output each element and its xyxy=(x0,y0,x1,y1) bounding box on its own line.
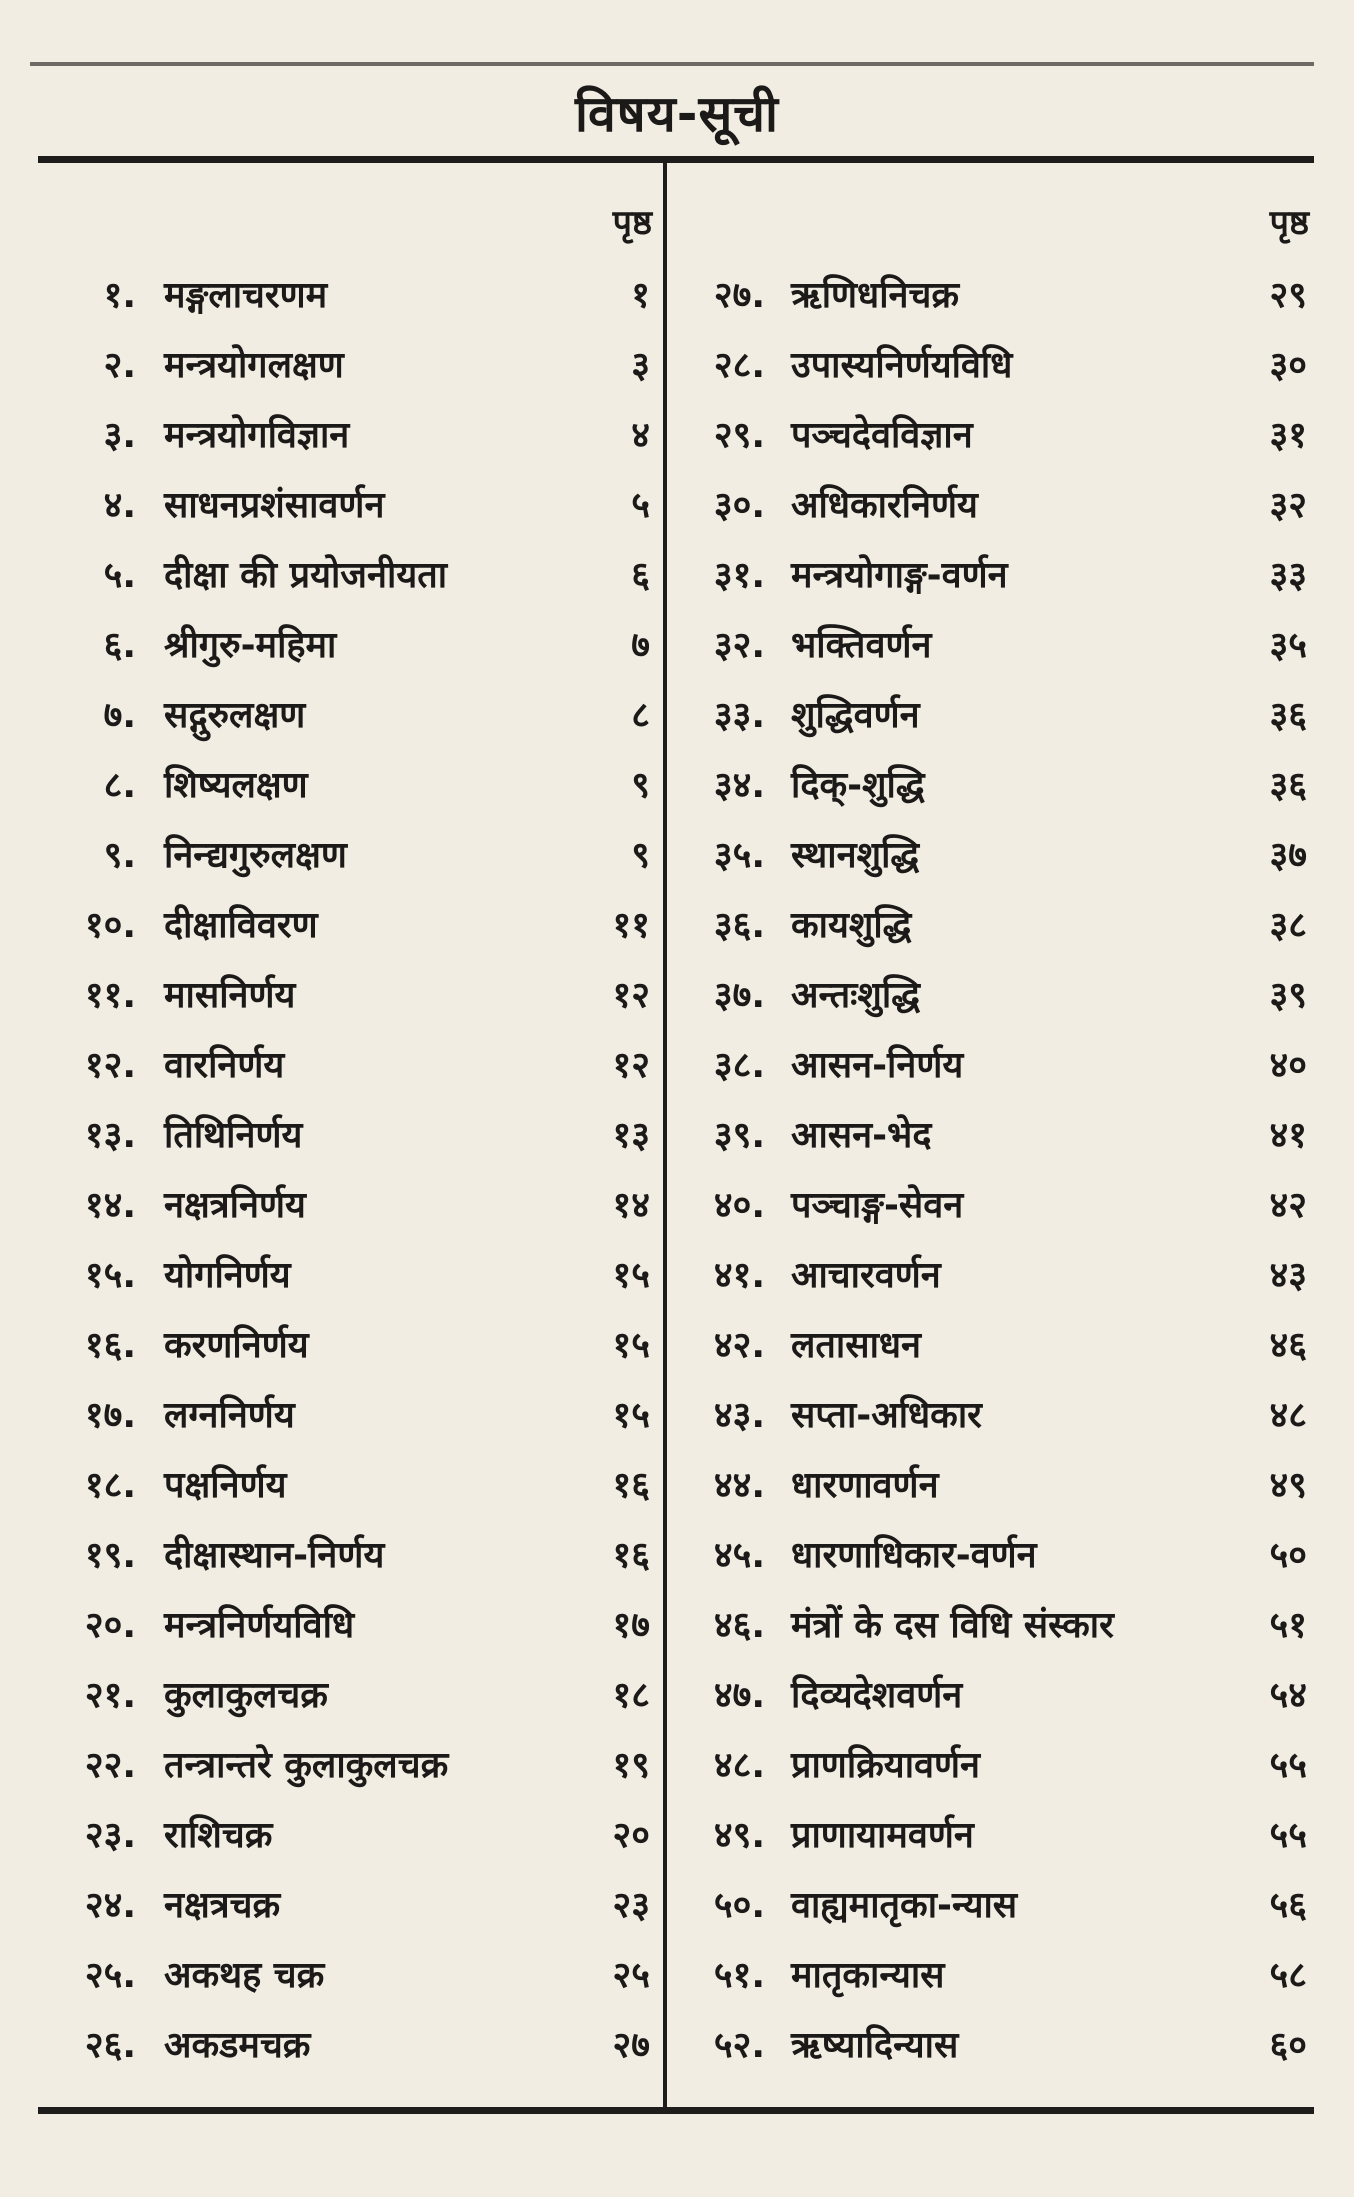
toc-entry xyxy=(685,1168,1313,1238)
entry-page: ४० xyxy=(1269,1044,1307,1086)
entry-title: मन्त्रयोगाङ्ग-वर्णन xyxy=(791,554,1008,596)
entry-title: प्राणक्रियावर्णन xyxy=(791,1744,981,1786)
entry-number: ३५. xyxy=(713,834,765,876)
toc-entry xyxy=(685,1518,1313,1588)
entry-title: दीक्षाविवरण xyxy=(164,904,318,946)
toc-entry xyxy=(685,398,1313,468)
entry-number: ३०. xyxy=(713,484,765,526)
toc-entry xyxy=(40,608,656,678)
toc-entry xyxy=(685,958,1313,1028)
entry-title: भक्तिवर्णन xyxy=(791,624,932,666)
entry-page: ९ xyxy=(631,834,650,876)
entry-number: ४६. xyxy=(713,1604,765,1646)
entry-title: मन्त्रयोगविज्ञान xyxy=(164,414,350,456)
entry-page: ४३ xyxy=(1269,1254,1307,1296)
entry-page: ४ xyxy=(631,414,650,456)
footer-rule xyxy=(38,2107,1314,2114)
toc-entry xyxy=(685,258,1313,328)
entry-number: २१. xyxy=(84,1674,136,1716)
entry-title: शुद्धिवर्णन xyxy=(791,694,920,736)
entry-page: २० xyxy=(612,1814,650,1856)
entry-title: अधिकारनिर्णय xyxy=(791,484,978,526)
entry-number: २२. xyxy=(84,1744,136,1786)
toc-entry xyxy=(40,258,656,328)
toc-entry xyxy=(685,1308,1313,1378)
entry-title: अकथह चक्र xyxy=(164,1954,325,1996)
entry-title: तिथिनिर्णय xyxy=(164,1114,303,1156)
toc-list-right xyxy=(685,258,1313,2078)
entry-title: निन्द्यगुरुलक्षण xyxy=(164,834,347,876)
toc-entry xyxy=(685,608,1313,678)
entry-page: १६ xyxy=(612,1464,650,1506)
toc-entry xyxy=(685,1868,1313,1938)
entry-page: ४८ xyxy=(1269,1394,1307,1436)
toc-entry xyxy=(40,468,656,538)
toc-entry xyxy=(685,1378,1313,1448)
entry-title: श्रीगुरु-महिमा xyxy=(164,624,337,666)
entry-page: ५ xyxy=(631,484,650,526)
toc-entry xyxy=(40,538,656,608)
entry-page: ५८ xyxy=(1269,1954,1307,1996)
entry-page: ३९ xyxy=(1269,974,1307,1016)
toc-entry xyxy=(40,1098,656,1168)
entry-title: मङ्गलाचरणम xyxy=(164,274,328,316)
entry-number: ३७. xyxy=(713,974,765,1016)
entry-page: २७ xyxy=(612,2024,650,2066)
toc-entry xyxy=(40,748,656,818)
entry-title: मासनिर्णय xyxy=(164,974,296,1016)
toc-entry xyxy=(685,2008,1313,2078)
entry-number: ३३. xyxy=(713,694,765,736)
entry-page: ६० xyxy=(1269,2024,1307,2066)
entry-page: ९ xyxy=(631,764,650,806)
entry-number: ५. xyxy=(103,554,136,596)
toc-entry xyxy=(685,468,1313,538)
entry-title: दीक्षास्थान-निर्णय xyxy=(164,1534,385,1576)
entry-page: ३७ xyxy=(1269,834,1307,876)
entry-title: प्राणायामवर्णन xyxy=(791,1814,974,1856)
entry-number: ४२. xyxy=(713,1324,765,1366)
toc-entry xyxy=(40,1378,656,1448)
entry-page: १४ xyxy=(612,1184,650,1226)
entry-number: २७. xyxy=(713,274,765,316)
entry-title: नक्षत्रनिर्णय xyxy=(164,1184,306,1226)
entry-page: १७ xyxy=(612,1604,650,1646)
page-title: विषय-सूची xyxy=(575,85,779,143)
toc-left-column xyxy=(40,198,656,2078)
entry-title: मंत्रों के दस विधि संस्कार xyxy=(791,1604,1114,1646)
entry-page: ३१ xyxy=(1269,414,1307,456)
toc-entry xyxy=(40,1658,656,1728)
entry-number: २०. xyxy=(84,1604,136,1646)
entry-page: ४६ xyxy=(1269,1324,1307,1366)
entry-title: पक्षनिर्णय xyxy=(164,1464,287,1506)
entry-title: धारणाधिकार-वर्णन xyxy=(791,1534,1037,1576)
toc-entry xyxy=(685,1588,1313,1658)
toc-entry xyxy=(685,1098,1313,1168)
toc-entry xyxy=(685,1798,1313,1868)
entry-title: मातृकान्यास xyxy=(791,1954,945,1996)
entry-title: करणनिर्णय xyxy=(164,1324,309,1366)
entry-number: ३. xyxy=(103,414,136,456)
entry-number: २४. xyxy=(84,1884,136,1926)
entry-title: स्थानशुद्धि xyxy=(791,834,920,876)
toc-entry xyxy=(40,888,656,958)
entry-page: १५ xyxy=(612,1254,650,1296)
entry-title: आसन-भेद xyxy=(791,1114,932,1156)
toc-entry xyxy=(40,398,656,468)
entry-page: ६ xyxy=(631,554,650,596)
toc-entry xyxy=(685,1658,1313,1728)
entry-title: तन्त्रान्तरे कुलाकुलचक्र xyxy=(164,1744,449,1786)
entry-page: ५५ xyxy=(1269,1744,1307,1786)
entry-page: ८ xyxy=(631,694,650,736)
toc-entry xyxy=(685,328,1313,398)
entry-number: ४५. xyxy=(713,1534,765,1576)
entry-title: दिक्-शुद्धि xyxy=(791,764,925,806)
toc-entry xyxy=(685,538,1313,608)
entry-number: २६. xyxy=(84,2024,136,2066)
entry-page: ११ xyxy=(612,904,650,946)
entry-number: ३२. xyxy=(713,624,765,666)
entry-title: वाह्यमातृका-न्यास xyxy=(791,1884,1018,1926)
entry-page: १८ xyxy=(612,1674,650,1716)
toc-entry xyxy=(40,1308,656,1378)
toc-entry xyxy=(685,1448,1313,1518)
entry-title: कायशुद्धि xyxy=(791,904,912,946)
entry-title: आचारवर्णन xyxy=(791,1254,941,1296)
entry-title: दीक्षा की प्रयोजनीयता xyxy=(164,554,448,596)
entry-number: ४१. xyxy=(713,1254,765,1296)
toc-entry xyxy=(40,1868,656,1938)
toc-right-column xyxy=(685,198,1313,2078)
entry-number: ३६. xyxy=(713,904,765,946)
entry-page: १५ xyxy=(612,1324,650,1366)
entry-number: १. xyxy=(103,274,136,316)
entry-title: अकडमचक्र xyxy=(164,2024,311,2066)
entry-title: पञ्चदेवविज्ञान xyxy=(791,414,973,456)
entry-page: २९ xyxy=(1269,274,1307,316)
entry-number: १०. xyxy=(84,904,136,946)
toc-entry xyxy=(685,678,1313,748)
entry-number: ७. xyxy=(103,694,136,736)
toc-entry xyxy=(685,748,1313,818)
toc-entry xyxy=(40,1238,656,1308)
toc-entry xyxy=(40,678,656,748)
entry-title: शिष्यलक्षण xyxy=(164,764,308,806)
header-rule xyxy=(38,156,1314,163)
entry-title: आसन-निर्णय xyxy=(791,1044,964,1086)
entry-number: २३. xyxy=(84,1814,136,1856)
toc-entry xyxy=(40,2008,656,2078)
entry-page: ७ xyxy=(631,624,650,666)
entry-page: ५१ xyxy=(1269,1604,1307,1646)
entry-title: मन्त्रयोगलक्षण xyxy=(164,344,344,386)
entry-number: २९. xyxy=(713,414,765,456)
entry-title: कुलाकुलचक्र xyxy=(164,1674,328,1716)
entry-number: ५२. xyxy=(713,2024,765,2066)
entry-number: ९. xyxy=(103,834,136,876)
entry-number: २. xyxy=(103,344,136,386)
entry-title: साधनप्रशंसावर्णन xyxy=(164,484,385,526)
entry-number: ५१. xyxy=(713,1954,765,1996)
entry-number: ३१. xyxy=(713,554,765,596)
entry-number: ४८. xyxy=(713,1744,765,1786)
entry-title: अन्तःशुद्धि xyxy=(791,974,920,1016)
entry-page: १ xyxy=(631,274,650,316)
entry-title: मन्त्रनिर्णयविधि xyxy=(164,1604,355,1646)
entry-page: ३५ xyxy=(1269,624,1307,666)
entry-number: १७. xyxy=(84,1394,136,1436)
toc-entry xyxy=(685,888,1313,958)
entry-page: १९ xyxy=(612,1744,650,1786)
entry-number: १५. xyxy=(84,1254,136,1296)
entry-title: दिव्यदेशवर्णन xyxy=(791,1674,963,1716)
entry-number: ४९. xyxy=(713,1814,765,1856)
entry-title: सप्ता-अधिकार xyxy=(791,1394,982,1436)
entry-number: १६. xyxy=(84,1324,136,1366)
entry-title: योगनिर्णय xyxy=(164,1254,291,1296)
toc-entry xyxy=(40,1938,656,2008)
toc-entry xyxy=(40,958,656,1028)
entry-number: २८. xyxy=(713,344,765,386)
entry-page: ३३ xyxy=(1269,554,1307,596)
page-column-header: पृष्ठ xyxy=(1269,203,1309,243)
entry-number: ३४. xyxy=(713,764,765,806)
entry-title: पञ्चाङ्ग-सेवन xyxy=(791,1184,964,1226)
entry-title: वारनिर्णय xyxy=(164,1044,285,1086)
toc-entry xyxy=(40,1518,656,1588)
entry-title: ऋणिधनिचक्र xyxy=(791,274,960,316)
entry-page: ५० xyxy=(1269,1534,1307,1576)
toc-entry xyxy=(40,1448,656,1518)
entry-page: ४२ xyxy=(1269,1184,1307,1226)
entry-number: ३९. xyxy=(713,1114,765,1156)
toc-entry xyxy=(40,1588,656,1658)
entry-number: १४. xyxy=(84,1184,136,1226)
page-column-header: पृष्ठ xyxy=(612,203,652,243)
entry-number: ४३. xyxy=(713,1394,765,1436)
toc-entry xyxy=(40,1798,656,1868)
toc-entry xyxy=(685,1028,1313,1098)
entry-number: २५. xyxy=(84,1954,136,1996)
entry-number: १२. xyxy=(84,1044,136,1086)
toc-entry xyxy=(40,328,656,398)
entry-number: ४. xyxy=(103,484,136,526)
toc-entry xyxy=(40,1728,656,1798)
column-divider xyxy=(663,163,667,2107)
entry-number: ६. xyxy=(103,624,136,666)
entry-page: २५ xyxy=(612,1954,650,1996)
entry-page: ३६ xyxy=(1269,694,1307,736)
entry-page: २३ xyxy=(612,1884,650,1926)
entry-page: १३ xyxy=(612,1114,650,1156)
entry-title: नक्षत्रचक्र xyxy=(164,1884,281,1926)
entry-page: ३ xyxy=(631,344,650,386)
entry-page: १२ xyxy=(612,1044,650,1086)
entry-page: ५४ xyxy=(1269,1674,1307,1716)
entry-title: उपास्यनिर्णयविधि xyxy=(791,344,1013,386)
entry-page: ३६ xyxy=(1269,764,1307,806)
toc-entry xyxy=(685,1728,1313,1798)
toc-entry xyxy=(40,1028,656,1098)
entry-number: ८. xyxy=(103,764,136,806)
entry-title: सद्गुरुलक्षण xyxy=(164,694,306,736)
entry-number: १३. xyxy=(84,1114,136,1156)
toc-list-left xyxy=(40,258,656,2078)
entry-page: ४१ xyxy=(1269,1114,1307,1156)
entry-number: ५०. xyxy=(713,1884,765,1926)
entry-page: १२ xyxy=(612,974,650,1016)
entry-number: १८. xyxy=(84,1464,136,1506)
entry-page: १६ xyxy=(612,1534,650,1576)
entry-title: लग्ननिर्णय xyxy=(164,1394,295,1436)
entry-number: ४४. xyxy=(713,1464,765,1506)
entry-number: १९. xyxy=(84,1534,136,1576)
toc-entry xyxy=(40,818,656,888)
toc-entry xyxy=(40,1168,656,1238)
entry-title: राशिचक्र xyxy=(164,1814,273,1856)
entry-page: ५६ xyxy=(1269,1884,1307,1926)
toc-entry xyxy=(685,818,1313,888)
entry-title: धारणावर्णन xyxy=(791,1464,939,1506)
entry-number: ३८. xyxy=(713,1044,765,1086)
entry-page: १५ xyxy=(612,1394,650,1436)
entry-page: ३८ xyxy=(1269,904,1307,946)
entry-page: ४९ xyxy=(1269,1464,1307,1506)
toc-entry xyxy=(685,1238,1313,1308)
entry-page: ५५ xyxy=(1269,1814,1307,1856)
toc-entry xyxy=(685,1938,1313,2008)
entry-number: ११. xyxy=(84,974,136,1016)
entry-number: ४७. xyxy=(713,1674,765,1716)
top-rule xyxy=(30,62,1314,66)
entry-number: ४०. xyxy=(713,1184,765,1226)
entry-title: ऋष्यादिन्यास xyxy=(791,2024,959,2066)
entry-title: लतासाधन xyxy=(791,1324,922,1366)
entry-page: ३० xyxy=(1269,344,1307,386)
entry-page: ३२ xyxy=(1269,484,1307,526)
